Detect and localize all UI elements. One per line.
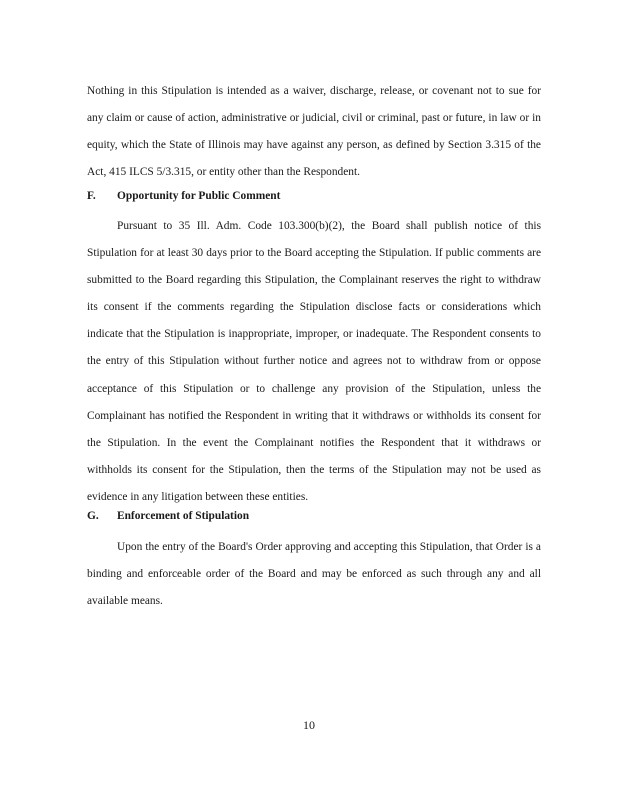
- section-f-title: Opportunity for Public Comment: [117, 190, 281, 202]
- section-f-letter: F.: [87, 190, 96, 202]
- paragraph-waiver: Nothing in this Stipulation is intended as a waiver, discharge, release, or covenant not to sue for any claim or cause of action, administrative or judicial, civil or criminal, past or future, in law or in equity, which the State of Illinois may have against any person, as defined by Section 3.315 of the Act, 415 ILCS 5/3.315, or entity other than the Respondent.: [87, 85, 541, 179]
- section-f-heading: [87, 190, 280, 202]
- section-g-title: Enforcement of Stipulation: [117, 510, 250, 522]
- page-number: 10: [303, 718, 315, 732]
- section-g-letter: G.: [87, 510, 99, 522]
- section-f-body: Pursuant to 35 Ill. Adm. Code 103.300(b)(2), the Board shall publish notice of this Stipulation for at least 30 days prior to the Board accepting the Stipulation. If public comments are submitted to the Board regarding this Stipulation, the Complainant reserves the right to withdraw its consent if the comments regarding the Stipulation disclose facts or considerations which indicate that the Stipulation is inappropriate, improper, or inadequate. The Respondent consents to the entry of this Stipulation without further notice and agrees not to withdraw from or oppose acceptance of this Stipulation or to challenge any provision of the Stipulation, unless the Complainant has notified the Respondent in writing that it withdraws or withholds its consent for the Stipulation. In the event the Complainant notifies the Respondent that it withdraws or withholds its consent for the Stipulation, then the terms of the Stipulation may not be used as evidence in any litigation between these entities.: [87, 220, 541, 503]
- section-g-body: Upon the entry of the Board's Order approving and accepting this Stipulation, that Order is a binding and enforceable order of the Board and may be enforced as such through any and all available means.: [87, 541, 541, 608]
- section-g-heading: [87, 510, 249, 522]
